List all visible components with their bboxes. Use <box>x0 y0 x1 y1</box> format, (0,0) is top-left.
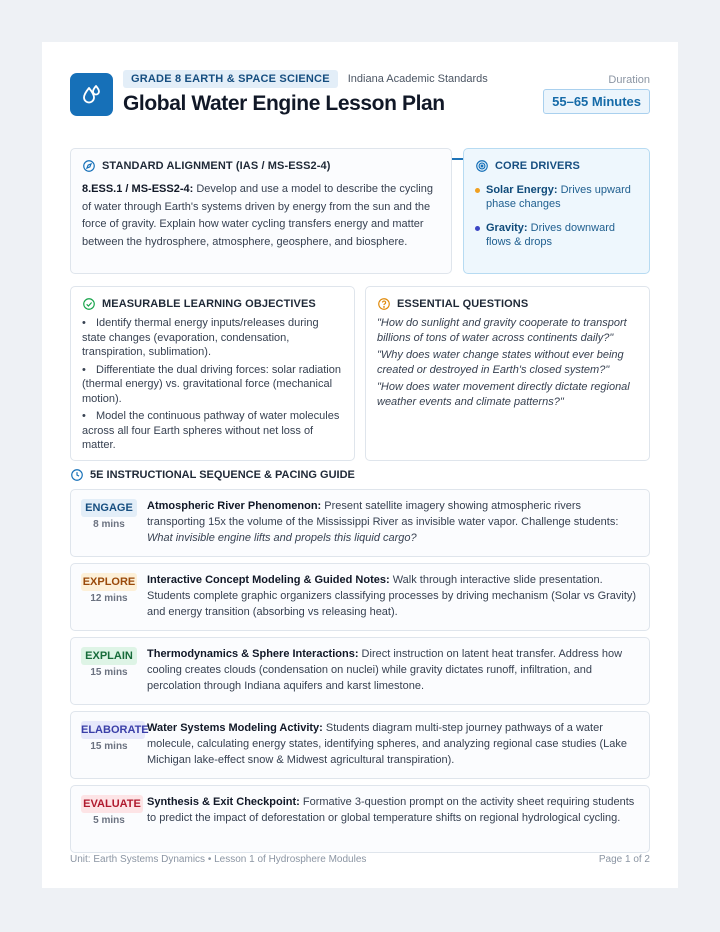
page-title: Global Water Engine Lesson Plan <box>123 92 445 115</box>
phase-description: Atmospheric River Phenomenon: Present satellite imagery showing atmospheric rivers transporting 15x the volume of the Mississippi River as invisible water vapor. Challenge students: What invisible engine lifts and propels this liquid cargo? <box>147 500 619 544</box>
compass-icon <box>82 159 96 173</box>
question-item: "How does water movement directly dictate regional weather events and climate patterns?" <box>377 381 630 408</box>
phase-mins: 12 mins <box>90 593 128 604</box>
driver-label: Gravity: <box>486 222 528 234</box>
phase-mins: 8 mins <box>93 519 125 530</box>
core-drivers-title: CORE DRIVERS <box>495 160 580 172</box>
phase-mins: 15 mins <box>90 741 128 752</box>
sequence-heading <box>70 468 355 482</box>
driver-label: Solar Energy: <box>486 184 558 196</box>
phase-badge: EXPLAIN <box>81 647 137 665</box>
driver-item-gravity <box>475 221 638 249</box>
duration-box <box>543 74 650 114</box>
page-header <box>70 70 650 160</box>
phase-elaborate <box>70 711 650 779</box>
objective-item: • Model the continuous pathway of water molecules across all four Earth spheres without net loss of matter. <box>82 410 340 451</box>
objective-item: • Differentiate the dual driving forces: solar radiation (thermal energy) vs. gravitational force (mechanical motion). <box>82 363 341 405</box>
gravity-dot-icon <box>475 226 480 231</box>
solar-dot-icon <box>475 188 480 193</box>
phase-explain <box>70 637 650 705</box>
standard-alignment-card <box>70 148 452 274</box>
phase-mins: 15 mins <box>90 667 128 678</box>
phase-explore <box>70 563 650 631</box>
driver-item-solar <box>475 183 638 211</box>
phase-description: Interactive Concept Modeling & Guided Notes: Walk through interactive slide presentation. Students complete graphic organizers classifying processes by driving mechanism (Solar vs Gravity) and energy transition (absorbing vs releasing heat). <box>147 574 637 618</box>
question-item: "Why does water change states without ever being created or destroyed in Earth's closed system?" <box>377 349 624 376</box>
core-drivers-card <box>463 148 650 274</box>
lesson-plan-page <box>42 42 678 888</box>
phase-description: Synthesis & Exit Checkpoint: Formative 3-question prompt on the activity sheet requiring students to predict the impact of deforestation or global temperature shifts on regional hydrological cycling. <box>147 796 635 824</box>
grade-badge: GRADE 8 EARTH & SPACE SCIENCE <box>123 70 338 88</box>
objective-item: • Identify thermal energy inputs/releases during state changes (evaporation, condensation, transpiration, sublimation). <box>82 317 319 358</box>
phase-engage <box>70 489 650 557</box>
essential-questions-card <box>365 286 650 461</box>
phase-badge: ENGAGE <box>81 499 137 517</box>
phase-badge: ELABORATE <box>81 721 145 739</box>
phase-description: Thermodynamics & Sphere Interactions: Direct instruction on latent heat transfer. Address how cooling creates clouds (condensation on nuclei) while gravity dictates runoff, infiltration, and percolation through Indiana aquifers and karst limestone. <box>147 648 623 692</box>
phase-description: Water Systems Modeling Activity: Students diagram multi-step journey pathways of a water molecule, calculating energy states, identifying spheres, and analyzing regional case studies (Lake Michigan lake-effect snow & Midwest agricultural transpiration). <box>147 722 628 766</box>
phase-badge: EXPLORE <box>81 573 137 591</box>
sequence-title: 5E INSTRUCTIONAL SEQUENCE & PACING GUIDE <box>90 469 355 481</box>
learning-objectives-title: MEASURABLE LEARNING OBJECTIVES <box>102 298 316 310</box>
standard-alignment-title: STANDARD ALIGNMENT (IAS / MS-ESS2-4) <box>102 160 331 172</box>
standards-label: Indiana Academic Standards <box>347 73 488 85</box>
phase-badge: EVALUATE <box>81 795 143 813</box>
standard-description: Develop and use a model to describe the cycling of water through Earth's systems driven by energy from the sun and the force of gravity. Explain how water cycling transfers energy and matter between the hydrosphere, atmosphere, geosphere, and biosphere. <box>82 183 433 248</box>
phase-evaluate <box>70 785 650 853</box>
page-footer <box>70 854 650 865</box>
check-circle-icon <box>82 297 96 311</box>
footer-page-number: Page 1 of 2 <box>598 854 650 865</box>
essential-questions-title: ESSENTIAL QUESTIONS <box>397 298 529 310</box>
learning-objectives-card <box>70 286 355 461</box>
footer-unit: Unit: Earth Systems Dynamics • Lesson 1 of Hydrosphere Modules <box>70 854 367 865</box>
phase-mins: 5 mins <box>93 815 125 826</box>
driver-text: Drives downward flows & drops <box>486 222 615 248</box>
standard-code: 8.ESS.1 / MS-ESS2-4: <box>82 183 194 195</box>
duration-label: Duration <box>608 74 650 86</box>
standard-text <box>82 181 440 251</box>
duration-value: 55–65 Minutes <box>543 89 650 114</box>
target-icon <box>475 159 489 173</box>
question-icon <box>377 297 391 311</box>
clock-icon <box>70 468 84 482</box>
water-drops-icon <box>70 73 113 116</box>
question-item: "How do sunlight and gravity cooperate to transport billions of tons of water across continents daily?" <box>377 317 627 344</box>
driver-text: Drives upward phase changes <box>486 184 631 210</box>
